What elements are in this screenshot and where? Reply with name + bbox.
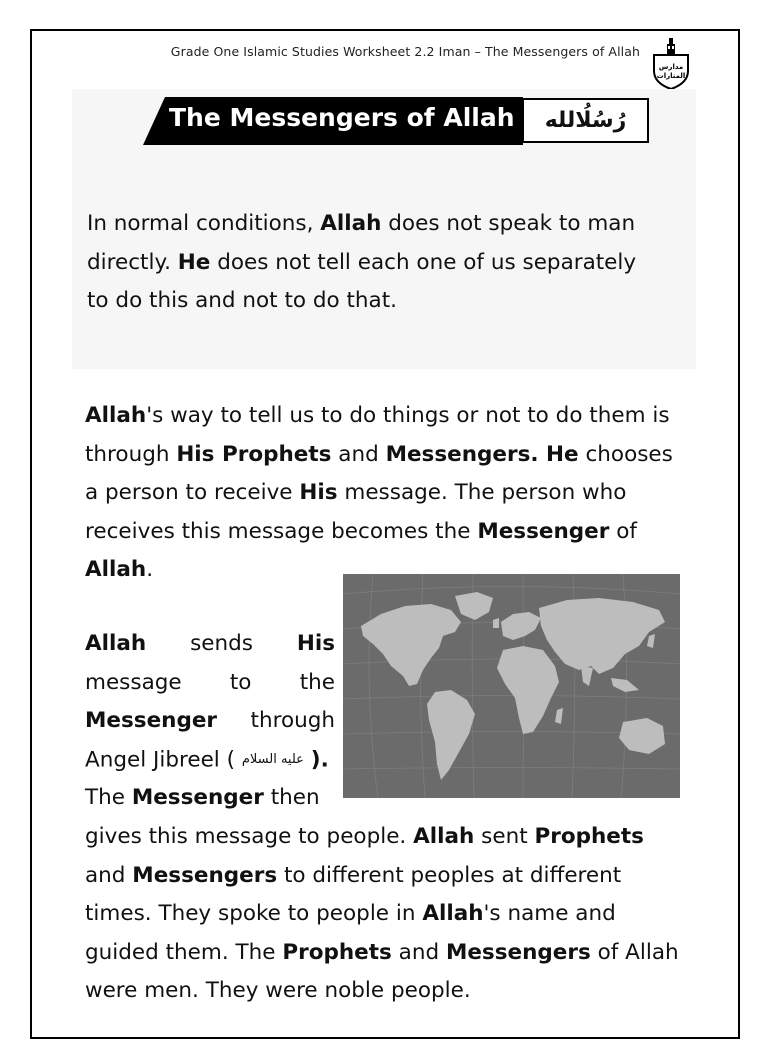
p4-line-1: gives this message to people. Allah sent Prophets xyxy=(85,824,644,849)
p4-line-2: and Messengers to different peoples at different xyxy=(85,862,622,888)
title-banner xyxy=(143,97,653,145)
p2-line-4: receives this message becomes the Messenger of xyxy=(85,518,637,544)
p3-line-2: message to the xyxy=(85,669,335,695)
p1-line-1: In normal conditions, Allah does not speak to man xyxy=(87,211,636,236)
paragraph-3 xyxy=(85,625,335,818)
p2-line-3: a person to receive His message. The person who xyxy=(85,480,627,505)
p3-line-5: The Messenger then xyxy=(85,785,320,811)
svg-text:مدارس: مدارس xyxy=(658,63,684,71)
svg-text:المنارات: المنارات xyxy=(656,72,686,80)
p2-line-2: through His Prophets and Messengers. He chooses xyxy=(85,441,673,467)
paragraph-1 xyxy=(87,205,687,321)
p4-line-3: times. They spoke to people in Allah's name and xyxy=(85,901,616,926)
p2-line-5: Allah. xyxy=(85,557,154,582)
p3-line-3: Messenger through xyxy=(85,708,335,733)
paragraph-2 xyxy=(85,397,685,590)
school-seal-logo xyxy=(650,37,692,91)
salutation-glyph: عليه السلام xyxy=(241,751,304,767)
p1-line-3: to do this and not to do that. xyxy=(87,288,397,313)
page-title: The Messengers of Allah xyxy=(169,103,515,132)
p3-line-1: Allah sends His xyxy=(85,631,335,656)
worksheet-header: Grade One Islamic Studies Worksheet 2.2 Iman – The Messengers of Allah xyxy=(170,44,640,59)
p2-line-1: Allah's way to tell us to do things or not to do them is xyxy=(85,403,670,428)
world-map-image xyxy=(343,574,680,798)
title-arabic: رُسُلُالله xyxy=(522,98,649,143)
p3-line-4: Angel Jibreel ( عليه السلام ). xyxy=(85,746,329,772)
p1-line-2: directly. He does not tell each one of us separately xyxy=(87,249,637,275)
paragraph-4 xyxy=(85,818,685,1011)
p4-line-5: were men. They were noble people. xyxy=(85,978,471,1003)
p4-line-4: guided them. The Prophets and Messengers of Allah xyxy=(85,939,679,965)
